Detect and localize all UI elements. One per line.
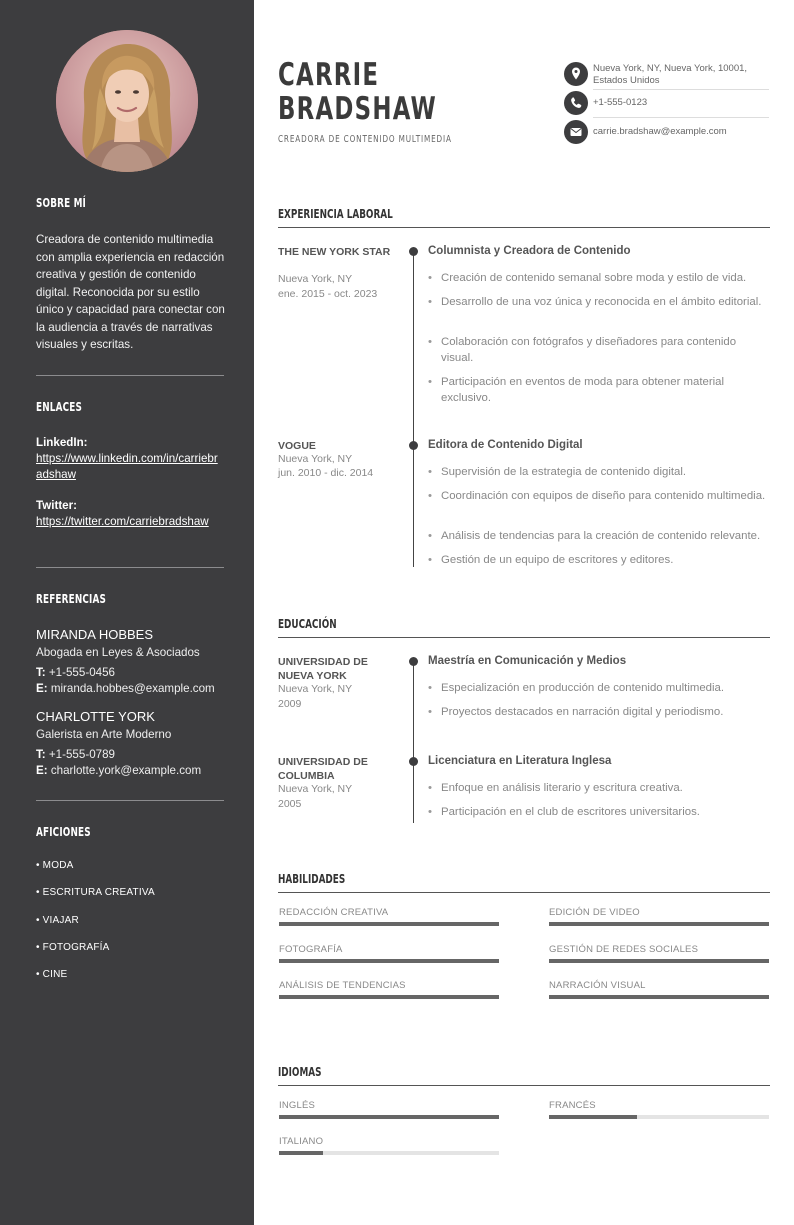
avatar <box>56 30 198 172</box>
skill-level-fill <box>279 922 499 926</box>
twitter-link[interactable]: https://twitter.com/carriebradshaw <box>36 515 209 528</box>
skill-label: GESTIÓN DE REDES SOCIALES <box>549 943 699 955</box>
job-title: CREADORA DE CONTENIDO MULTIMEDIA <box>278 134 452 145</box>
timeline-dot <box>409 757 418 766</box>
phone-value: +1-555-0456 <box>48 666 115 679</box>
reference-phone <box>36 748 115 761</box>
job-bullet: • Desarrollo de una voz única y reconocida en el ámbito editorial. <box>428 294 770 310</box>
references-heading: REFERENCIAS <box>36 592 107 606</box>
hobby-item: • ESCRITURA CREATIVA <box>36 887 155 898</box>
job-bullet: • Creación de contenido semanal sobre moda y estilo de vida. <box>428 270 770 286</box>
job-bullet: • Colaboración con fotógrafos y diseñadores para contenido visual. <box>428 334 770 366</box>
skill-level-fill <box>549 959 769 963</box>
degree-bullet: • Enfoque en análisis literario y escritura creativa. <box>428 780 770 796</box>
last-name: BRADSHAW <box>278 91 437 127</box>
section-divider <box>278 1085 770 1086</box>
email-label: E: <box>36 682 48 695</box>
skill-level-bar <box>549 922 769 926</box>
profile-photo <box>56 30 198 172</box>
employer-location: Nueva York, NY <box>278 273 353 285</box>
skill-level-fill <box>279 959 499 963</box>
candidate-name <box>278 58 437 126</box>
email-value: charlotte.york@example.com <box>50 764 202 777</box>
language-level-fill <box>279 1115 499 1119</box>
skills-heading: HABILIDADES <box>278 872 346 886</box>
job-bullet: • Supervisión de la estrategia de contenido digital. <box>428 464 770 480</box>
section-divider <box>278 227 770 228</box>
degree-bullet: • Participación en el club de escritores universitarios. <box>428 804 770 820</box>
timeline-dot <box>409 657 418 666</box>
skill-label: REDACCIÓN CREATIVA <box>279 907 389 918</box>
school-name: UNIVERSIDAD DE NUEVA YORK <box>278 656 368 682</box>
contact-email[interactable]: carrie.bradshaw@example.com <box>593 126 727 137</box>
job-bullet: • Análisis de tendencias para la creación de contenido relevante. <box>428 528 770 544</box>
reference-email <box>36 764 201 777</box>
divider <box>36 800 224 801</box>
employer-name: THE NEW YORK STAR <box>278 246 391 258</box>
skill-level-bar <box>279 995 499 999</box>
job-bullet: • Gestión de un equipo de escritores y editores. <box>428 552 770 568</box>
hobby-item: • MODA <box>36 860 74 871</box>
first-name: CARRIE <box>278 57 380 93</box>
skill-level-fill <box>279 995 499 999</box>
about-heading: SOBRE MÍ <box>36 196 87 210</box>
graduation-year: 2005 <box>278 798 302 810</box>
language-label: INGLÉS <box>279 1100 316 1111</box>
skill-level-bar <box>549 959 769 963</box>
language-level-fill <box>279 1151 323 1155</box>
employer-name: VOGUE <box>278 440 316 452</box>
contact-divider <box>593 117 769 118</box>
school-name: UNIVERSIDAD DE COLUMBIA <box>278 756 368 782</box>
hobby-item: • FOTOGRAFÍA <box>36 942 110 953</box>
language-level-bar <box>549 1115 769 1119</box>
language-level-bar <box>279 1151 499 1155</box>
skill-label: FOTOGRAFÍA <box>279 943 343 955</box>
graduation-year: 2009 <box>278 698 302 710</box>
phone-value: +1-555-0789 <box>48 748 115 761</box>
hobbies-heading: AFICIONES <box>36 825 91 839</box>
links-heading: ENLACES <box>36 400 83 414</box>
timeline-dot <box>409 247 418 256</box>
linkedin-label: LinkedIn: <box>36 436 88 449</box>
job-role: Columnista y Creadora de Contenido <box>428 245 631 257</box>
skill-level-bar <box>549 995 769 999</box>
contact-divider <box>593 89 769 90</box>
skill-level-fill <box>549 922 769 926</box>
twitter-label: Twitter: <box>36 499 78 512</box>
degree-title: Licenciatura en Literatura Inglesa <box>428 755 612 767</box>
skill-label: ANÁLISIS DE TENDENCIAS <box>279 980 406 991</box>
language-label: ITALIANO <box>279 1136 324 1147</box>
school-location: Nueva York, NY <box>278 783 353 795</box>
contact-address: Nueva York, NY, Nueva York, 10001, Estados Unidos <box>593 63 748 86</box>
email-label: E: <box>36 764 48 777</box>
hobby-item: • CINE <box>36 969 68 980</box>
email-icon <box>564 120 588 144</box>
school-location: Nueva York, NY <box>278 683 353 695</box>
skill-level-bar <box>279 922 499 926</box>
sidebar <box>0 0 254 1225</box>
employer-location: Nueva York, NY <box>278 453 353 465</box>
language-level-fill <box>549 1115 637 1119</box>
phone-label: T: <box>36 666 46 679</box>
job-bullet: • Coordinación con equipos de diseño para contenido multimedia. <box>428 488 770 504</box>
hobby-item: • VIAJAR <box>36 915 79 926</box>
phone-icon <box>564 91 588 115</box>
about-text: Creadora de contenido multimedia con amplia experiencia en redacción creativa y gestión de contenido digital. Reconocida por su estilo único y capacidad para conectar con la audiencia a través de narrativas visuales y escritas. <box>36 233 225 351</box>
reference-name: CHARLOTTE YORK <box>36 709 155 724</box>
timeline-dot <box>409 441 418 450</box>
skill-level-fill <box>549 995 769 999</box>
employment-dates: jun. 2010 - dic. 2014 <box>278 467 374 479</box>
reference-name: MIRANDA HOBBES <box>36 627 154 642</box>
experience-heading: EXPERIENCIA LABORAL <box>278 207 393 221</box>
divider <box>36 375 224 376</box>
section-divider <box>278 637 770 638</box>
timeline-line <box>413 661 414 823</box>
job-role: Editora de Contenido Digital <box>428 439 583 451</box>
language-label: FRANCÉS <box>549 1100 596 1111</box>
reference-role: Abogada en Leyes & Asociados <box>36 646 200 659</box>
linkedin-link[interactable]: https://www.linkedin.com/in/carriebradshaw <box>36 452 218 481</box>
divider <box>36 567 224 568</box>
skill-label: EDICIÓN DE VIDEO <box>549 907 640 918</box>
language-level-bar <box>279 1115 499 1119</box>
location-icon <box>564 62 588 86</box>
reference-email <box>36 682 215 695</box>
languages-heading: IDIOMAS <box>278 1065 322 1079</box>
reference-role: Galerista en Arte Moderno <box>36 728 172 741</box>
timeline-line <box>413 251 414 567</box>
section-divider <box>278 892 770 893</box>
skill-label: NARRACIÓN VISUAL <box>549 980 646 991</box>
degree-bullet: • Proyectos destacados en narración digital y periodismo. <box>428 704 770 720</box>
skill-level-bar <box>279 959 499 963</box>
education-heading: EDUCACIÓN <box>278 617 337 631</box>
contact-phone: +1-555-0123 <box>593 97 648 108</box>
email-value: miranda.hobbes@example.com <box>50 682 215 695</box>
degree-title: Maestría en Comunicación y Medios <box>428 655 627 667</box>
reference-phone <box>36 666 115 679</box>
phone-label: T: <box>36 748 46 761</box>
degree-bullet: • Especialización en producción de contenido multimedia. <box>428 680 770 696</box>
employment-dates: ene. 2015 - oct. 2023 <box>278 288 378 300</box>
job-bullet: • Participación en eventos de moda para obtener material exclusivo. <box>428 374 770 406</box>
